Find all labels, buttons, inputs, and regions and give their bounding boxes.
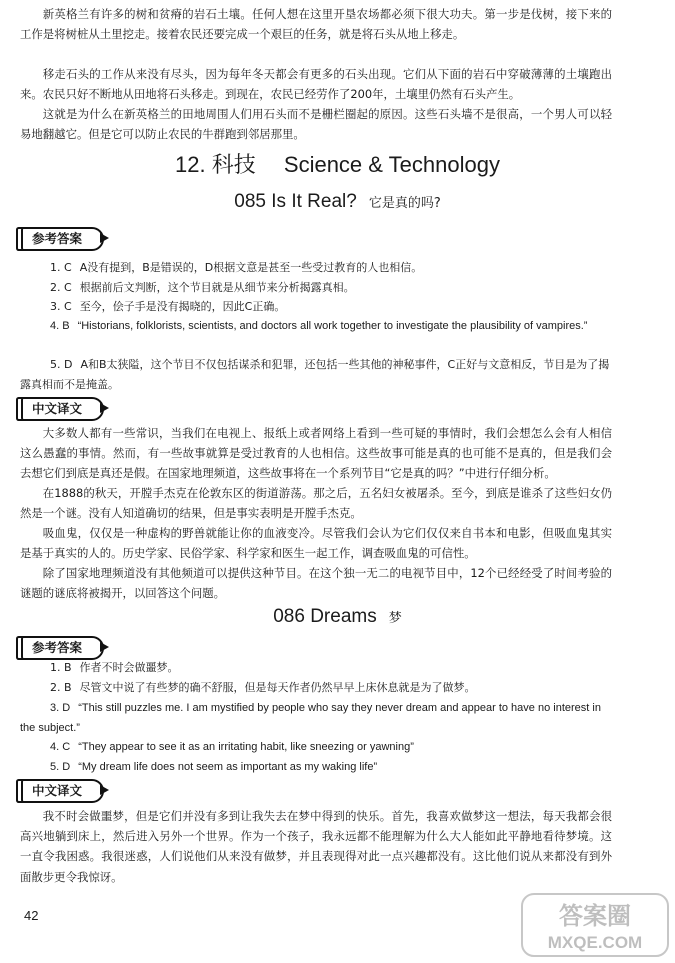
tag-arrow-icon xyxy=(99,232,111,244)
lesson-085-title xyxy=(0,189,675,217)
translation-085-p1: 大多数人都有一些常识，当我们在电视上、报纸上或者网络上看到一些可疑的事情时，我们会想怎么会有人相信这么愚蠢的事情。然而，有一些故事就算是受过教育的人也相信。这些故事可能是真的也可能不是真的，但是我们会去想它们到底是真还是假。在国家地理频道，这些故事将在一个系列节目“它是真的吗？”中进行仔细分析。 xyxy=(20,426,612,481)
answer-text: A和B太狭隘，这个节目不仅包括谋杀和犯罪，还包括一些其他的神秘事件，C正好与文意相反，节目是为了揭露真相而不是掩盖。 xyxy=(20,358,610,391)
answer-text: “This still puzzles me. I am mystified by people who say they never dream and appear to have no interest in the subject.” xyxy=(20,702,601,734)
answer-text: “Historians, folklorists, scientists, and doctors all work together to investigate the plausibility of vampires.” xyxy=(77,320,588,332)
answer-number: 5. D xyxy=(50,761,71,773)
lesson-085-title-en: 085 Is It Real? xyxy=(234,191,357,212)
translation-085-p4: 除了国家地理频道没有其他频道可以提供这种节目。在这个独一无二的电视节目中，12个已经经受了时间考验的谜题的谜底将被揭开，以回答这个问题。 xyxy=(20,566,612,601)
answer-085-1 xyxy=(20,258,612,278)
answer-086-4 xyxy=(20,737,612,757)
lesson-086-title-en: 086 Dreams xyxy=(273,606,377,627)
chapter-heading xyxy=(0,150,675,180)
answer-number: 4. C xyxy=(50,741,71,753)
answers-tag-086 xyxy=(16,636,104,660)
answer-number: 3. D xyxy=(50,702,71,714)
answer-number: 5. D xyxy=(50,358,73,371)
answers-tag-label: 参考答案 xyxy=(32,231,83,246)
answers-tag-label: 参考答案 xyxy=(32,640,83,655)
translation-tag-label: 中文译文 xyxy=(32,401,83,416)
tag-arrow-icon xyxy=(99,784,111,796)
answer-085-5 xyxy=(20,355,612,395)
watermark-line2: MXQE.COM xyxy=(547,933,643,952)
intro-paragraph-3: 这就是为什么在新英格兰的田地周围人们用石头而不是栅栏圈起的原因。这些石头墙不是很高，一个男人可以轻易地翻越它。但是它可以防止农民的牛群跑到邻居那里。 xyxy=(20,107,612,142)
tag-arrow-icon xyxy=(99,641,111,653)
translation-tag-085 xyxy=(16,397,104,421)
answer-text: “They appear to see it as an irritating habit, like sneezing or yawning” xyxy=(78,741,414,753)
answer-number: 2. C xyxy=(50,281,72,294)
watermark-logo xyxy=(520,890,670,960)
answer-085-4 xyxy=(20,316,612,336)
answer-text: 根据前后文判断，这个节目就是从细节来分析揭露真相。 xyxy=(79,281,355,294)
answer-086-5 xyxy=(20,757,612,777)
lesson-086-title-cn: 梦 xyxy=(388,611,402,626)
answer-number: 2. B xyxy=(50,681,72,694)
answers-tag-085 xyxy=(16,227,104,251)
translation-085-p3: 吸血鬼，仅仅是一种虚构的野兽就能让你的血液变冷。尽管我们会认为它们仅仅来自书本和电影，但吸血鬼其实是基于真实的人的。历史学家、民俗学家、科学家和医生一起工作，调查吸血鬼的可信性。 xyxy=(20,526,612,561)
answer-086-2 xyxy=(20,678,612,698)
answer-086-1 xyxy=(20,658,612,678)
intro-paragraph-1: 新英格兰有许多的树和贫瘠的岩石土壤。任何人想在这里开垦农场都必须下很大功夫。第一步是伐树，接下来的工作是将树桩从土里挖走。接着农民还要完成一个艰巨的任务，就是将石头从地上移走。 xyxy=(20,7,612,42)
chapter-title-cn: 科技 xyxy=(211,152,256,177)
intro-paragraph-2: 移走石头的工作从来没有尽头，因为每年冬天都会有更多的石头出现。它们从下面的岩石中穿破薄薄的土壤跑出来。农民只好不断地从田地将石头移走。到现在，农民已经劳作了200年，土壤里仍然有石头产生。 xyxy=(20,67,612,102)
lesson-085-title-cn: 它是真的吗? xyxy=(368,196,441,211)
translation-085-p2: 在1888的秋天，开膛手杰克在伦敦东区的街道游荡。那之后，五名妇女被屠杀。至今，到底是谁杀了这些妇女仍然是一个谜。没有人知道确切的结果，但是事实表明是开膛手杰克。 xyxy=(20,486,612,521)
answer-text: “My dream life does not seem as important as my waking life” xyxy=(78,761,378,773)
translation-tag-086 xyxy=(16,779,104,803)
lesson-086-title xyxy=(0,604,675,632)
answer-number: 4. B xyxy=(50,320,70,332)
answer-number: 1. B xyxy=(50,661,72,674)
tag-arrow-icon xyxy=(99,402,111,414)
translation-086-p1: 我不时会做噩梦，但是它们并没有多到让我失去在梦中得到的快乐。首先，我喜欢做梦这一想法，每天我都会很高兴地躺到床上，然后进入另外一个世界。作为一个孩子，我永远都不能理解为什么大人能如此平静地看待梦境。这一直令我困惑。我很迷惑，人们说他们从来没有做梦，并且表现得对此一点兴趣都没有。这比他们说从来都没有到外面散步更令我惊讶。 xyxy=(20,809,612,884)
answer-085-3 xyxy=(20,297,612,317)
watermark-line1: 答案圈 xyxy=(559,902,631,930)
answer-number: 3. C xyxy=(50,300,72,313)
answer-number: 1. C xyxy=(50,261,72,274)
page-number: 42 xyxy=(24,908,39,923)
answer-text: 至今，侩子手是没有揭晓的，因此C正确。 xyxy=(79,300,286,313)
translation-tag-label: 中文译文 xyxy=(32,783,83,798)
answer-086-3 xyxy=(20,698,612,738)
chapter-title-en: Science & Technology xyxy=(283,152,500,177)
answer-text: 作者不时会做噩梦。 xyxy=(79,661,179,674)
answer-text: A没有提到，B是错误的，D根据文意是甚至一些受过教育的人也相信。 xyxy=(79,261,423,274)
answer-text: 尽管文中说了有些梦的确不舒服，但是每天作者仍然早早上床休息就是为了做梦。 xyxy=(79,681,476,694)
chapter-number: 12. xyxy=(175,152,206,177)
answer-085-2 xyxy=(20,278,612,298)
